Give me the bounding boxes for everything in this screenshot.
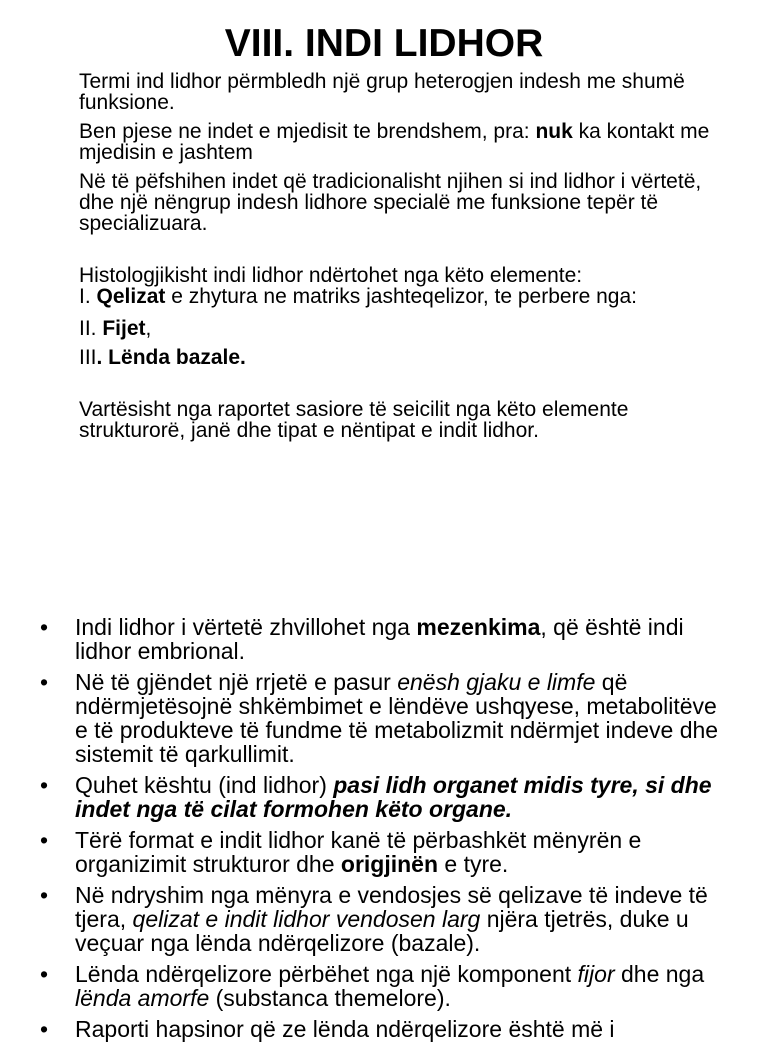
intro-paragraph-5: Vartësisht nga raportet sasiore të seicilit nga këto elemente strukturorë, janë dhe tipat e nëntipat e indit lidhor. bbox=[79, 398, 629, 442]
bullet-icon: • bbox=[40, 961, 49, 987]
bullet-list bbox=[0, 615, 768, 1048]
list-item: • Raporti hapsinor që ze lënda ndërqelizore është më i bbox=[40, 1016, 615, 1042]
element-item-3: III. Lënda bazale. bbox=[79, 346, 246, 369]
bullet-icon: • bbox=[40, 882, 49, 908]
list-item: • Tërë format e indit lidhor kanë të përbashkët mënyrën e organizimit strukturor dhe origjinën e tyre. bbox=[40, 827, 642, 877]
bullet-icon: • bbox=[40, 614, 49, 640]
list-item: • Indi lidhor i vërtetë zhvillohet nga mezenkima, që është indi lidhor embrional. bbox=[40, 614, 684, 664]
intro-paragraph-3: Në të pëfshihen indet që tradicionalisht njihen si ind lidhor i vërtetë, dhe një nëngrup indesh lidhore specialë me funksione tepër të specializuara. bbox=[79, 170, 702, 235]
bullet-icon: • bbox=[40, 827, 49, 853]
page-title: VIII. INDI LIDHOR bbox=[224, 22, 544, 65]
element-item-1: I. Qelizat e zhytura ne matriks jashteqelizor, te perbere nga: bbox=[79, 285, 637, 308]
list-item: • Në të gjëndet një rrjetë e pasur enësh gjaku e limfe që ndërmjetësojnë shkëmbimet e lëndëve ushqyese, metabolitëve e të produkteve të fundme të metabolizmit ndërmjet indeve dhe sistemit të qarkullimit. bbox=[40, 669, 719, 767]
list-item: • Në ndryshim nga mënyra e vendosjes së qelizave të indeve të tjera, qelizat e indit lidhor vendosen larg njëra tjetrës, duke u veçuar nga lënda ndërqelizore (bazale). bbox=[40, 882, 708, 956]
list-item: • Quhet kështu (ind lidhor) pasi lidh organet midis tyre, si dhe indet nga të cilat formohen këto organe. bbox=[40, 772, 712, 822]
intro-paragraph-2: Ben pjese ne indet e mjedisit te brendshem, pra: nuk ka kontakt me mjedisin e jashtem bbox=[79, 120, 710, 164]
intro-paragraph-4: Histologjikisht indi lidhor ndërtohet nga këto elemente: bbox=[79, 264, 583, 287]
bullet-icon: • bbox=[40, 669, 49, 695]
element-item-2: II. Fijet, bbox=[79, 317, 152, 340]
bullet-icon: • bbox=[40, 772, 49, 798]
intro-paragraph-1: Termi ind lidhor përmbledh një grup heterogjen indesh me shumë funksione. bbox=[79, 70, 685, 114]
bullet-icon: • bbox=[40, 1016, 49, 1042]
intro-section bbox=[79, 71, 739, 441]
list-item: • Lënda ndërqelizore përbëhet nga një komponent fijor dhe nga lënda amorfe (substanca themelore). bbox=[40, 961, 705, 1011]
